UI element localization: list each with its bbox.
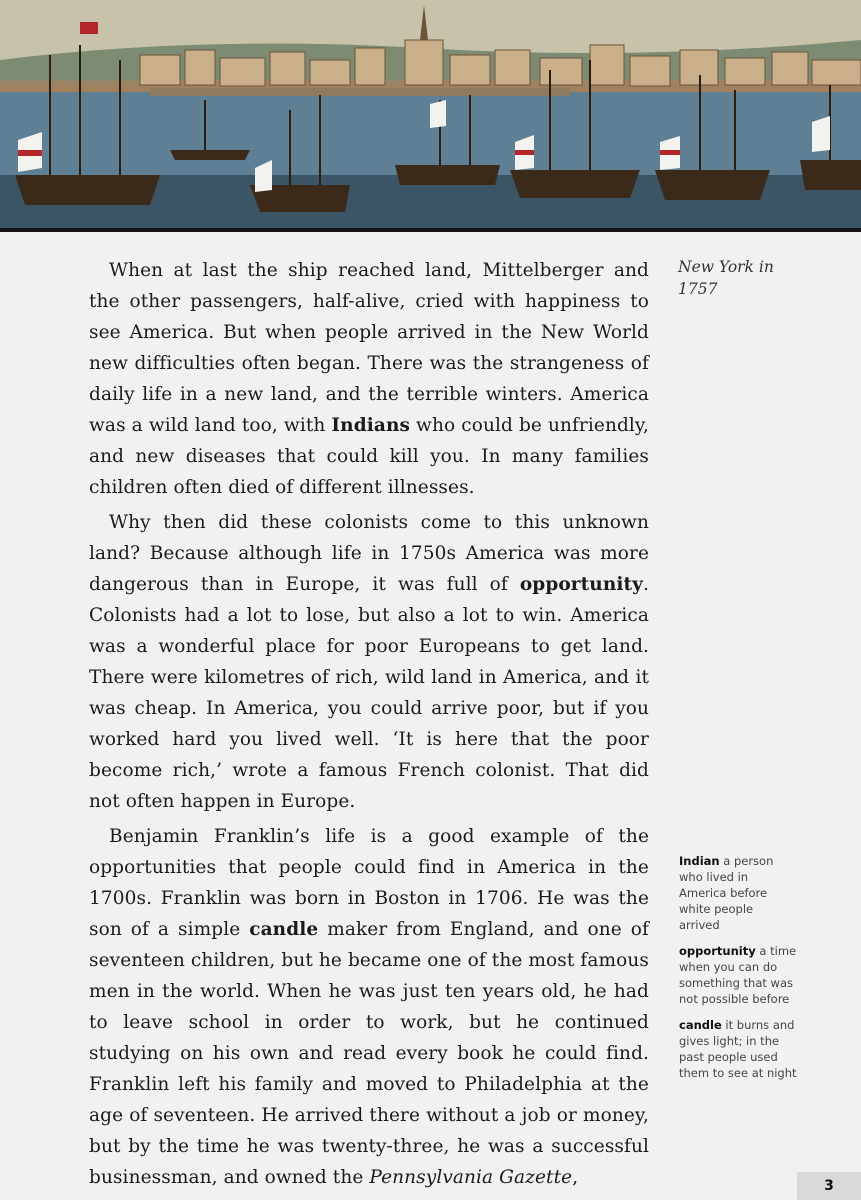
text-run: maker from England, and one of seventeen children, but he became one of the most famous men in the world. When he was just ten years old, he had to leave school in order to work, but he continued studying on his own and read every book he could find. Franklin left his family and moved to Philadelphia at the age of seventeen. He arrived there without a job or money, but by the time he was twenty-three, he was a successful businessman, and owned the <box>89 919 649 1188</box>
text-run: When at last the ship reached land, Mittelberger and the other passengers, half-alive, cried with happiness to see America. But when people arrived in the New World new difficulties often began. There was the strangeness of daily life in a new land, and the terrible winters. America was a wild land too, with <box>89 260 649 436</box>
paragraph-3 <box>89 821 649 1193</box>
glossary-item-indian <box>679 853 797 933</box>
glossary-keyword: Indians <box>331 415 411 436</box>
glossary-term: candle <box>679 1018 722 1032</box>
text-run: , <box>572 1167 579 1188</box>
text-run: Benjamin Franklin’s life is a good example of the opportunities that people could find in America in the 1700s. Franklin was born in Boston in 1706. He was the son of a simple <box>89 826 649 940</box>
glossary-definition: it burns and gives light; in the past people used them to see at night <box>679 1018 797 1080</box>
text-run: . Colonists had a lot to lose, but also a lot to win. America was a wonderful place for poor Europeans to get land. There were kilometres of rich, wild land in America, and it was cheap. In America, you could arrive poor, but if you worked hard you lived well. ‘It is here that the poor become rich,’ wrote a famous French colonist. That did not often happen in Europe. <box>89 574 649 812</box>
glossary-definition: a time when you can do something that was not possible before <box>679 944 797 1006</box>
harbour-painting <box>0 0 861 232</box>
text-run: Why then did these colonists come to this unknown land? Because although life in 1750s America was more dangerous than in Europe, it was full of <box>89 512 649 595</box>
glossary-item-candle <box>679 1017 797 1081</box>
page-number: 3 <box>797 1172 861 1200</box>
glossary-term: Indian <box>679 854 720 868</box>
paragraph-2 <box>89 507 649 817</box>
text-run: who could be unfriendly, and new diseases that could kill you. In many families children often died of different illnesses. <box>89 415 649 498</box>
glossary-keyword: opportunity <box>519 574 644 595</box>
image-caption: New York in 1757 <box>678 258 774 298</box>
body-text <box>89 255 649 1197</box>
glossary-item-opportunity <box>679 943 797 1007</box>
glossary <box>679 853 797 1091</box>
paragraph-1 <box>89 255 649 503</box>
glossary-keyword: candle <box>249 919 319 940</box>
harbour-painting-svg <box>0 0 861 228</box>
glossary-definition: a person who lived in America before white people arrived <box>679 854 774 932</box>
italic-title: Pennsylvania Gazette <box>369 1167 573 1188</box>
glossary-term: opportunity <box>679 944 756 958</box>
